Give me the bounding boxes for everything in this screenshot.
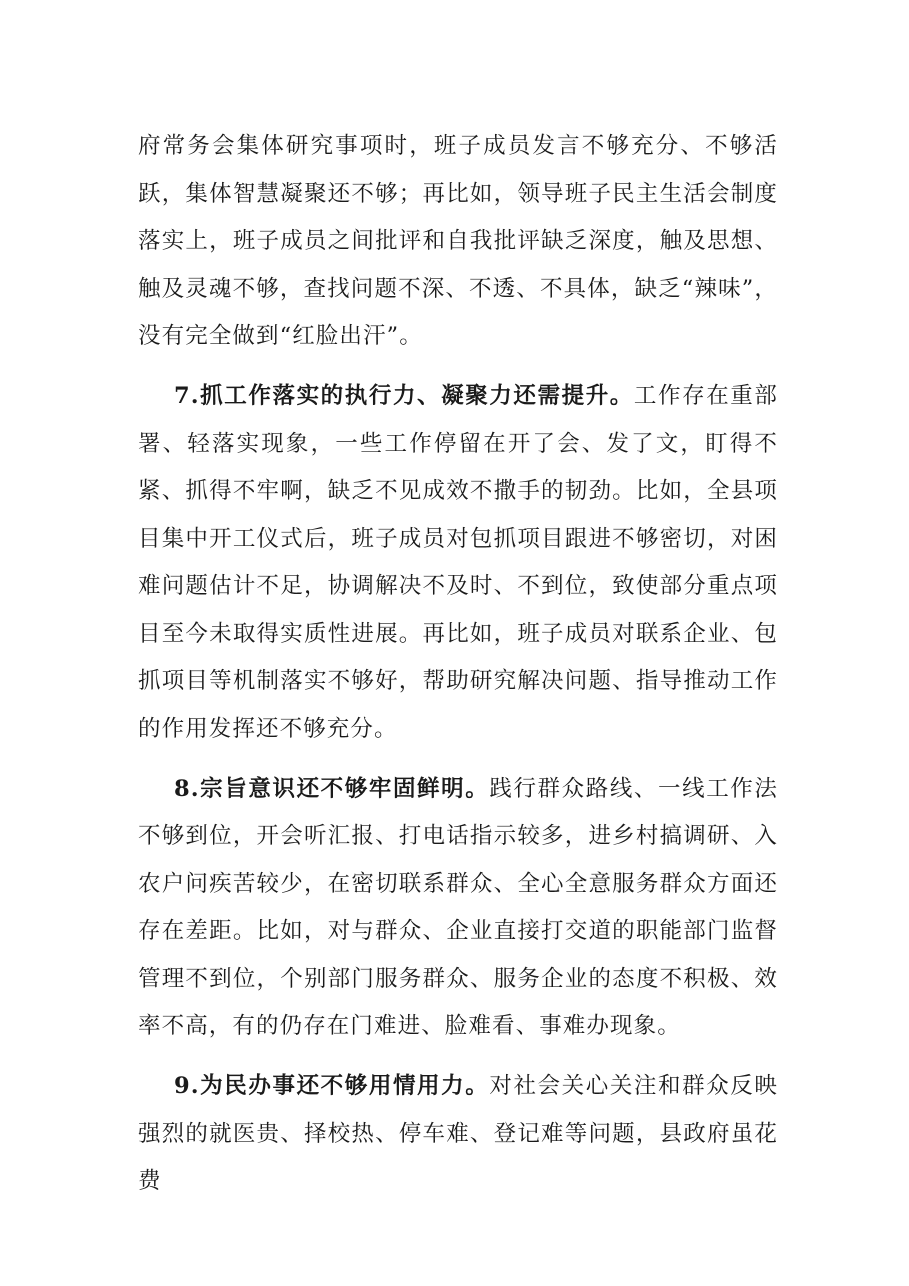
paragraph-text: 工作存在重部署、轻落实现象，一些工作停留在开了会、发了文，盯得不紧、抓得不牢啊，缺乏不见成效不撒手的韧劲。比如，全县项目集中开工仪式后，班子成员对包抓项目跟进不够密切，对困难问题估计不足，协调解决不及时、不到位，致使部分重点项目至今未取得实质性进展。再比如，班子成员对联系企业、包抓项目等机制落实不够好，帮助研究解决问题、指导推动工作的作用发挥还不够充分。	[138, 383, 778, 742]
paragraph-lead: 8.宗旨意识还不够牢固鲜明。	[174, 775, 490, 802]
paragraph-lead: 7.抓工作落实的执行力、凝聚力还需提升。	[174, 383, 634, 409]
paragraph-item-8	[138, 766, 778, 1051]
document-body	[138, 123, 778, 1206]
paragraph-lead: 9.为民办事还不够用情用力。	[174, 1073, 490, 1099]
paragraph-continuation	[138, 123, 778, 361]
paragraph-item-9	[138, 1063, 778, 1206]
paragraph-text: 践行群众路线、一线工作法不够到位，开会听汇报、打电话指示较多，进乡村搞调研、入农户问疾苦较少，在密切联系群众、全心全意服务群众方面还存在差距。比如，对与群众、企业直接打交道的职能部门监督管理不到位，个别部门服务群众、服务企业的态度不积极、效率不高，有的仍存在门难进、脸难看、事难办现象。	[138, 775, 779, 1039]
paragraph-text: 府常务会集体研究事项时，班子成员发言不够充分、不够活跃，集体智慧凝聚还不够；再比如，领导班子民主生活会制度落实上，班子成员之间批评和自我批评缺乏深度，触及思想、触及灵魂不够，查找问题不深、不透、不具体，缺乏“辣味”，没有完全做到“红脸出汗”。	[138, 133, 778, 349]
paragraph-text: 对社会关心关注和群众反映强烈的就医贵、择校热、停车难、登记难等问题，县政府虽花费	[138, 1073, 779, 1194]
paragraph-item-7	[138, 373, 778, 753]
